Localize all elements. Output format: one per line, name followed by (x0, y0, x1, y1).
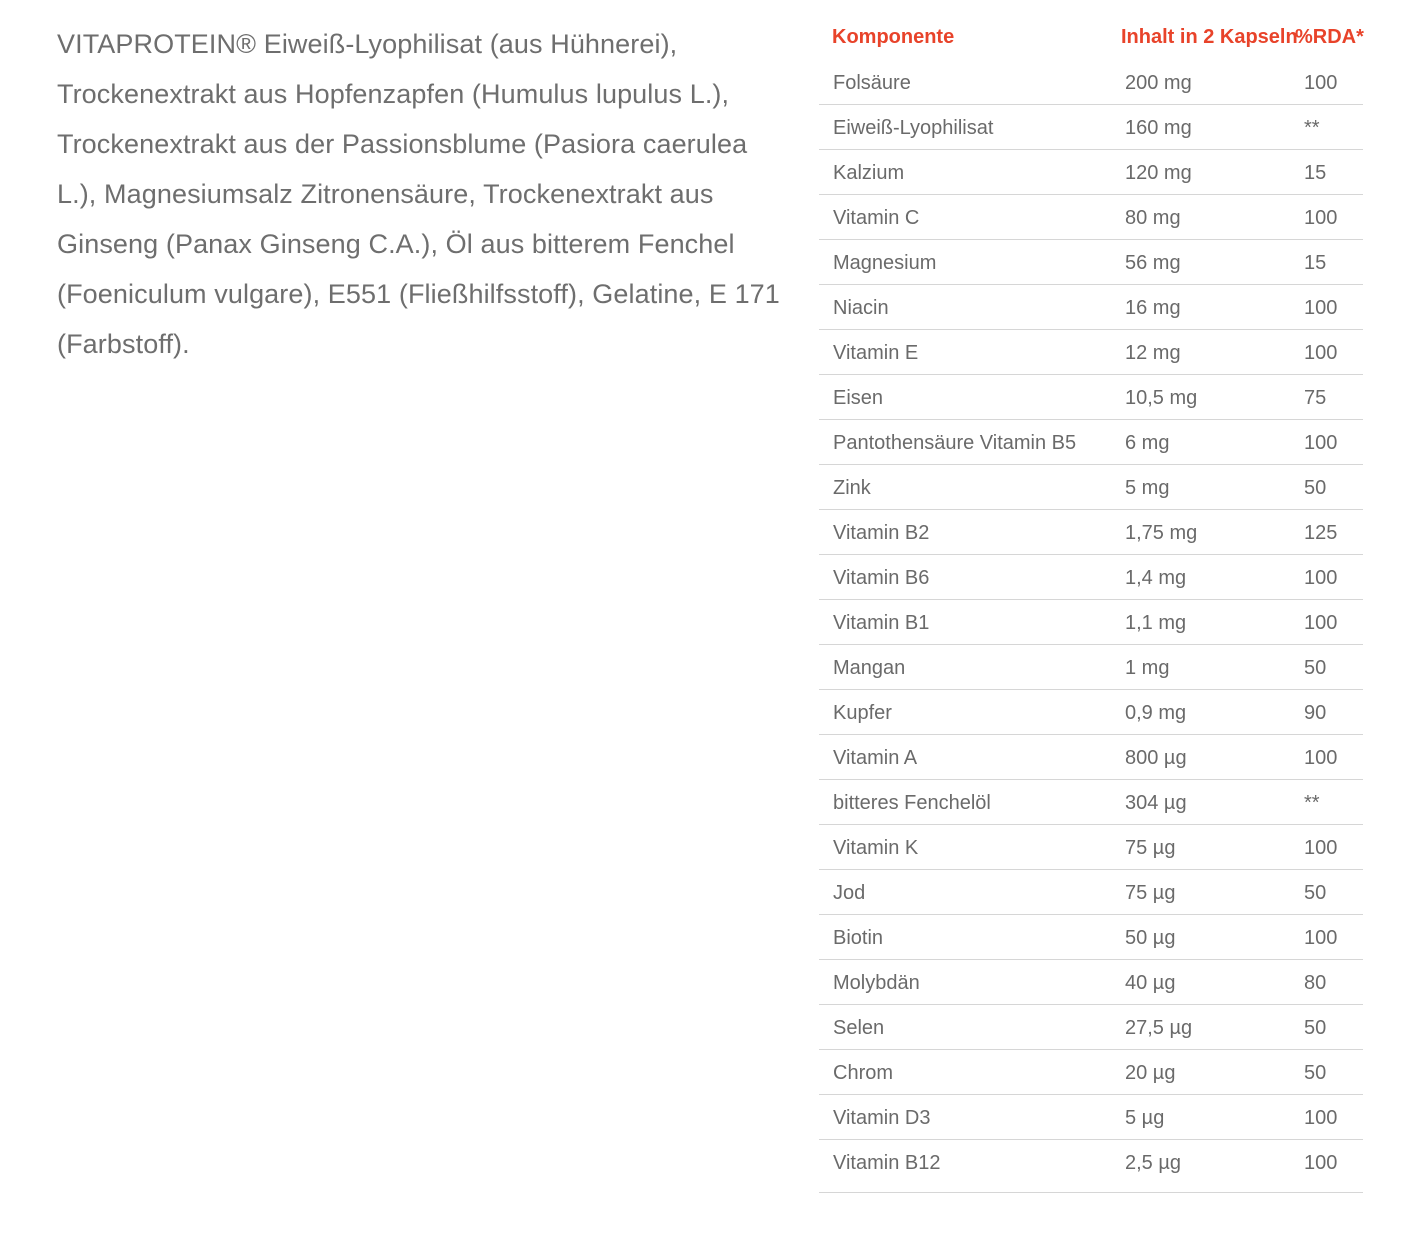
row-name: Mangan (833, 657, 906, 679)
row-amount: 0,9 mg (1125, 702, 1187, 724)
ingredients-line: Trockenextrakt aus der Passionsblume (Pasiora caerulea (57, 129, 748, 159)
row-amount: 800 µg (1125, 747, 1187, 769)
row-amount: 12 mg (1125, 342, 1181, 364)
row-amount: 27,5 µg (1125, 1017, 1193, 1039)
row-amount: 5 µg (1125, 1107, 1165, 1129)
ingredients-line: (Farbstoff). (57, 329, 190, 359)
row-amount: 200 mg (1125, 72, 1192, 94)
table-row (819, 825, 1363, 870)
row-name: Folsäure (833, 72, 911, 94)
row-rda: 90 (1304, 702, 1327, 724)
row-name: Kalzium (833, 162, 905, 184)
nutrition-table (819, 16, 1363, 1193)
row-name: Vitamin B1 (833, 612, 930, 634)
table-row (819, 510, 1363, 555)
table-row (819, 60, 1363, 105)
row-rda: 100 (1304, 342, 1338, 364)
table-row (819, 375, 1363, 420)
row-amount: 1,75 mg (1125, 522, 1198, 544)
table-row (819, 150, 1363, 195)
row-amount: 1 mg (1125, 657, 1170, 679)
table-row (819, 555, 1363, 600)
table-row (819, 645, 1363, 690)
row-rda: ** (1304, 792, 1320, 814)
row-rda: 100 (1304, 927, 1338, 949)
row-rda: 100 (1304, 432, 1338, 454)
row-amount: 6 mg (1125, 432, 1170, 454)
table-row (819, 465, 1363, 510)
table-row (819, 735, 1363, 780)
row-amount: 160 mg (1125, 117, 1192, 139)
row-rda: 50 (1304, 1017, 1327, 1039)
ingredients-text (57, 19, 780, 369)
table-row (819, 690, 1363, 735)
table-row (819, 870, 1363, 915)
row-rda: 80 (1304, 972, 1327, 994)
row-rda: 100 (1304, 1107, 1338, 1129)
row-name: Vitamin B2 (833, 522, 930, 544)
table-row (819, 1005, 1363, 1050)
table-row (819, 1050, 1363, 1095)
row-name: Magnesium (833, 252, 937, 274)
row-rda: 75 (1304, 387, 1327, 409)
row-rda: 100 (1304, 72, 1338, 94)
row-rda: 50 (1304, 1062, 1327, 1084)
row-name: Molybdän (833, 972, 920, 994)
row-amount: 5 mg (1125, 477, 1170, 499)
row-rda: 125 (1304, 522, 1338, 544)
row-name: Biotin (833, 927, 884, 949)
table-row (819, 780, 1363, 825)
row-name: Jod (833, 882, 866, 904)
ingredients-line: VITAPROTEIN® Eiweiß-Lyophilisat (aus Hühnerei), (57, 29, 678, 59)
row-name: bitteres Fenchelöl (833, 792, 991, 814)
header-rda: %RDA* (1295, 26, 1364, 48)
row-name: Vitamin B6 (833, 567, 930, 589)
table-row (819, 330, 1363, 375)
row-name: Eiweiß-Lyophilisat (833, 117, 994, 139)
row-name: Chrom (833, 1062, 894, 1084)
table-row (819, 420, 1363, 465)
table-header (819, 16, 1363, 60)
row-rda: 50 (1304, 882, 1327, 904)
row-rda: 100 (1304, 297, 1338, 319)
ingredients-line: Ginseng (Panax Ginseng C.A.), Öl aus bitterem Fenchel (57, 229, 735, 259)
table-body (819, 60, 1363, 1193)
table-row (819, 960, 1363, 1005)
row-rda: 100 (1304, 567, 1338, 589)
table-row (819, 105, 1363, 150)
row-name: Selen (833, 1017, 885, 1039)
row-name: Niacin (833, 297, 889, 319)
row-amount: 16 mg (1125, 297, 1181, 319)
table-row (819, 240, 1363, 285)
header-content: Inhalt in 2 Kapseln (1121, 26, 1298, 48)
row-rda: 50 (1304, 477, 1327, 499)
table-row (819, 915, 1363, 960)
row-rda: 100 (1304, 837, 1338, 859)
row-name: Vitamin A (833, 747, 918, 769)
row-amount: 1,4 mg (1125, 567, 1187, 589)
row-rda: 100 (1304, 612, 1338, 634)
row-name: Eisen (833, 387, 884, 409)
row-name: Pantothensäure Vitamin B5 (833, 432, 1077, 454)
table-row (819, 195, 1363, 240)
table-row (819, 1095, 1363, 1140)
row-rda: 100 (1304, 1152, 1338, 1174)
row-rda: ** (1304, 117, 1320, 139)
row-amount: 20 µg (1125, 1062, 1176, 1084)
row-amount: 304 µg (1125, 792, 1187, 814)
row-rda: 15 (1304, 252, 1327, 274)
row-name: Vitamin B12 (833, 1152, 941, 1174)
row-amount: 120 mg (1125, 162, 1192, 184)
table-row (819, 600, 1363, 645)
row-amount: 50 µg (1125, 927, 1176, 949)
table-row (819, 1140, 1363, 1193)
row-rda: 100 (1304, 747, 1338, 769)
row-amount: 40 µg (1125, 972, 1176, 994)
row-name: Kupfer (833, 702, 892, 724)
row-name: Vitamin K (833, 837, 919, 859)
row-name: Vitamin E (833, 342, 919, 364)
row-amount: 2,5 µg (1125, 1152, 1182, 1174)
row-rda: 15 (1304, 162, 1327, 184)
row-name: Zink (833, 477, 871, 499)
row-amount: 56 mg (1125, 252, 1181, 274)
row-name: Vitamin D3 (833, 1107, 931, 1129)
ingredients-line: L.), Magnesiumsalz Zitronensäure, Trockenextrakt aus (57, 179, 714, 209)
row-amount: 75 µg (1125, 882, 1176, 904)
ingredients-line: (Foeniculum vulgare), E551 (Fließhilfsstoff), Gelatine, E 171 (57, 279, 780, 309)
table-row (819, 285, 1363, 330)
header-component: Komponente (832, 26, 955, 48)
row-rda: 100 (1304, 207, 1338, 229)
row-amount: 1,1 mg (1125, 612, 1187, 634)
row-amount: 10,5 mg (1125, 387, 1198, 409)
row-rda: 50 (1304, 657, 1327, 679)
ingredients-line: Trockenextrakt aus Hopfenzapfen (Humulus lupulus L.), (57, 79, 730, 109)
row-name: Vitamin C (833, 207, 920, 229)
row-amount: 75 µg (1125, 837, 1176, 859)
row-amount: 80 mg (1125, 207, 1181, 229)
